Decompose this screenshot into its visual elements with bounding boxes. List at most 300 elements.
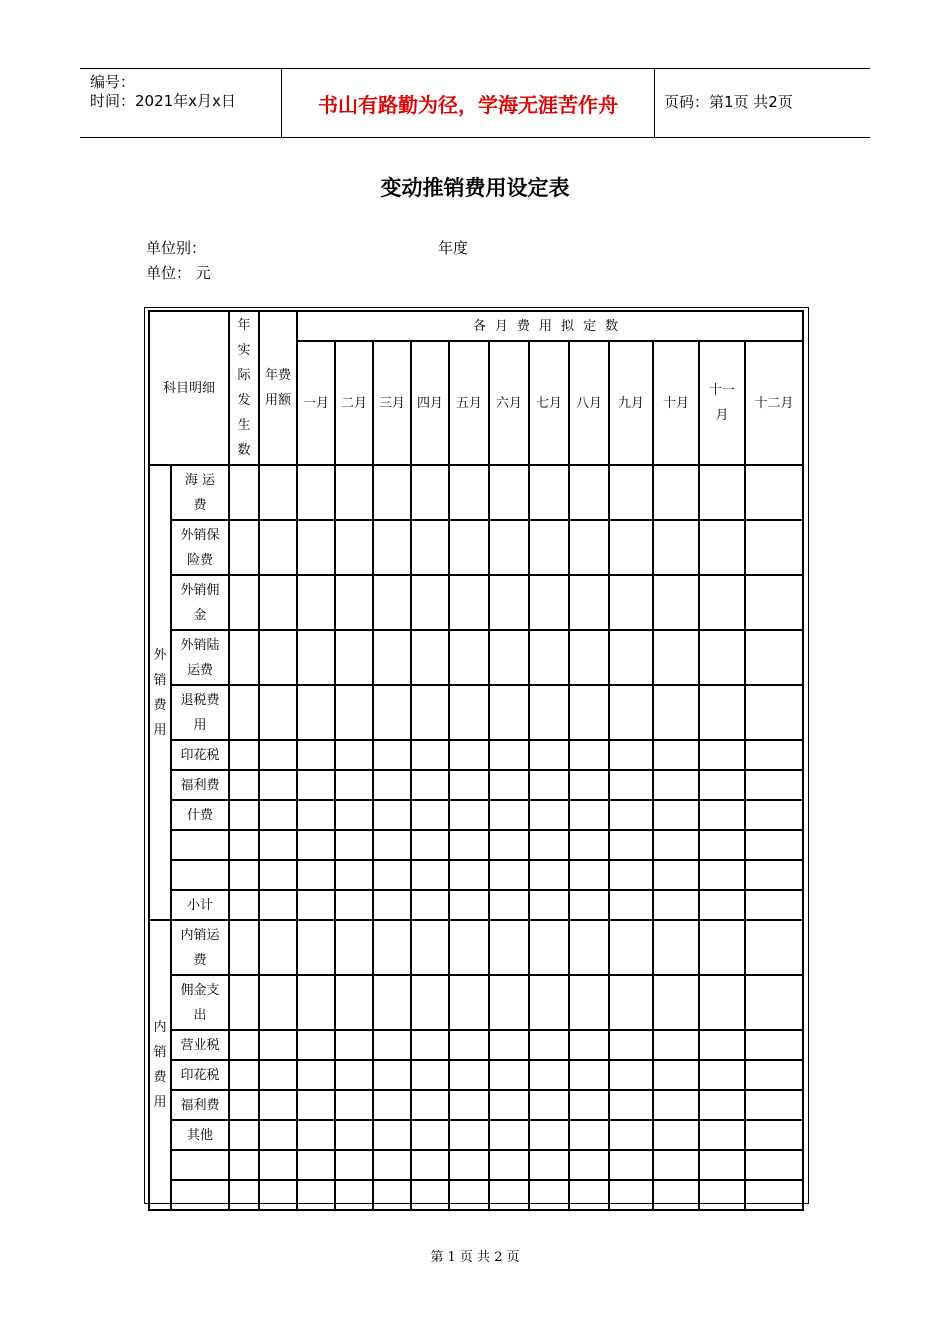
value-cell[interactable] xyxy=(653,770,699,800)
value-cell[interactable] xyxy=(411,860,449,890)
value-cell[interactable] xyxy=(373,920,411,975)
value-cell[interactable] xyxy=(699,975,745,1030)
value-cell[interactable] xyxy=(489,1060,529,1090)
value-cell[interactable] xyxy=(609,920,653,975)
table-row xyxy=(149,860,803,890)
value-cell[interactable] xyxy=(653,465,699,520)
budget-header-text: 年费 xyxy=(264,368,291,383)
value-cell[interactable] xyxy=(529,1060,569,1090)
value-cell[interactable] xyxy=(569,770,609,800)
table-row xyxy=(149,920,803,975)
value-cell[interactable] xyxy=(699,575,745,630)
value-cell[interactable] xyxy=(297,800,335,830)
value-cell[interactable] xyxy=(609,975,653,1030)
value-cell[interactable] xyxy=(653,575,699,630)
value-cell[interactable] xyxy=(653,685,699,740)
value-cell[interactable] xyxy=(609,860,653,890)
value-cell[interactable] xyxy=(297,685,335,740)
value-cell[interactable] xyxy=(745,1150,803,1180)
value-cell[interactable] xyxy=(297,575,335,630)
value-cell[interactable] xyxy=(745,685,803,740)
value-cell[interactable] xyxy=(335,830,373,860)
value-cell[interactable] xyxy=(489,685,529,740)
value-cell[interactable] xyxy=(297,1030,335,1060)
value-cell[interactable] xyxy=(653,975,699,1030)
month-header: 一月 xyxy=(297,341,335,465)
value-cell[interactable] xyxy=(529,630,569,685)
currency-unit-label: 单位： 元 xyxy=(146,264,211,282)
value-cell[interactable] xyxy=(229,975,259,1030)
value-cell[interactable] xyxy=(297,830,335,860)
item-label-text: 外销陆 xyxy=(180,637,220,653)
value-cell[interactable] xyxy=(411,1030,449,1060)
value-cell[interactable] xyxy=(373,575,411,630)
value-cell[interactable] xyxy=(699,770,745,800)
value-cell[interactable] xyxy=(529,830,569,860)
value-cell[interactable] xyxy=(745,520,803,575)
value-cell[interactable] xyxy=(229,465,259,520)
value-cell[interactable] xyxy=(489,630,529,685)
value-cell[interactable] xyxy=(449,1180,489,1210)
value-cell[interactable] xyxy=(259,1030,297,1060)
table-row xyxy=(149,1030,803,1060)
value-cell[interactable] xyxy=(297,890,335,920)
value-cell[interactable] xyxy=(335,520,373,575)
value-cell[interactable] xyxy=(569,520,609,575)
value-cell[interactable] xyxy=(699,1120,745,1150)
group-label-text: 费 xyxy=(153,1070,167,1085)
value-cell[interactable] xyxy=(229,630,259,685)
value-cell[interactable] xyxy=(745,890,803,920)
value-cell[interactable] xyxy=(569,740,609,770)
value-cell[interactable] xyxy=(411,1060,449,1090)
value-cell[interactable] xyxy=(745,1180,803,1210)
value-cell[interactable] xyxy=(229,1180,259,1210)
value-cell[interactable] xyxy=(229,1060,259,1090)
value-cell[interactable] xyxy=(297,1120,335,1150)
value-cell[interactable] xyxy=(229,830,259,860)
value-cell[interactable] xyxy=(609,1030,653,1060)
value-cell[interactable] xyxy=(259,1060,297,1090)
value-cell[interactable] xyxy=(229,1030,259,1060)
value-cell[interactable] xyxy=(411,520,449,575)
value-cell[interactable] xyxy=(529,520,569,575)
table-row xyxy=(149,465,803,520)
value-cell[interactable] xyxy=(411,890,449,920)
table-row xyxy=(149,830,803,860)
value-cell[interactable] xyxy=(449,575,489,630)
value-cell[interactable] xyxy=(489,800,529,830)
value-cell[interactable] xyxy=(411,630,449,685)
value-cell[interactable] xyxy=(529,1180,569,1210)
value-cell[interactable] xyxy=(449,465,489,520)
item-label-text: 福利费 xyxy=(180,1097,220,1113)
value-cell[interactable] xyxy=(411,1120,449,1150)
value-cell[interactable] xyxy=(699,1180,745,1210)
value-cell[interactable] xyxy=(449,1060,489,1090)
value-cell[interactable] xyxy=(609,890,653,920)
value-cell[interactable] xyxy=(411,800,449,830)
value-cell[interactable] xyxy=(529,740,569,770)
value-cell[interactable] xyxy=(745,575,803,630)
value-cell[interactable] xyxy=(335,630,373,685)
value-cell[interactable] xyxy=(335,685,373,740)
value-cell[interactable] xyxy=(411,1180,449,1210)
value-cell[interactable] xyxy=(297,920,335,975)
month-header: 十月 xyxy=(653,341,699,465)
value-cell[interactable] xyxy=(699,1030,745,1060)
value-cell[interactable] xyxy=(411,830,449,860)
value-cell[interactable] xyxy=(373,1060,411,1090)
value-cell[interactable] xyxy=(373,975,411,1030)
value-cell[interactable] xyxy=(699,1060,745,1090)
value-cell[interactable] xyxy=(653,1090,699,1120)
value-cell[interactable] xyxy=(297,740,335,770)
value-cell[interactable] xyxy=(297,1060,335,1090)
value-cell[interactable] xyxy=(449,1030,489,1060)
value-cell[interactable] xyxy=(373,800,411,830)
value-cell[interactable] xyxy=(609,575,653,630)
value-cell[interactable] xyxy=(297,1180,335,1210)
value-cell[interactable] xyxy=(411,1090,449,1120)
value-cell[interactable] xyxy=(745,740,803,770)
value-cell[interactable] xyxy=(259,740,297,770)
item-label-text: 金 xyxy=(193,607,207,623)
value-cell[interactable] xyxy=(373,1180,411,1210)
value-cell[interactable] xyxy=(335,1030,373,1060)
value-cell[interactable] xyxy=(653,1120,699,1150)
value-cell[interactable] xyxy=(373,1030,411,1060)
month-header: 三月 xyxy=(373,341,411,465)
value-cell[interactable] xyxy=(373,685,411,740)
value-cell[interactable] xyxy=(373,630,411,685)
value-cell[interactable] xyxy=(335,740,373,770)
value-cell[interactable] xyxy=(529,860,569,890)
value-cell[interactable] xyxy=(373,830,411,860)
value-cell[interactable] xyxy=(259,685,297,740)
value-cell[interactable] xyxy=(699,890,745,920)
value-cell[interactable] xyxy=(699,630,745,685)
value-cell[interactable] xyxy=(699,740,745,770)
value-cell[interactable] xyxy=(229,1150,259,1180)
value-cell[interactable] xyxy=(489,1120,529,1150)
value-cell[interactable] xyxy=(259,630,297,685)
value-cell[interactable] xyxy=(335,890,373,920)
value-cell[interactable] xyxy=(449,1090,489,1120)
item-label-text: 佣金支 xyxy=(180,982,220,998)
value-cell[interactable] xyxy=(569,1060,609,1090)
value-cell[interactable] xyxy=(569,575,609,630)
value-cell[interactable] xyxy=(259,975,297,1030)
value-cell[interactable] xyxy=(489,465,529,520)
value-cell[interactable] xyxy=(449,830,489,860)
value-cell[interactable] xyxy=(569,890,609,920)
value-cell[interactable] xyxy=(335,1090,373,1120)
value-cell[interactable] xyxy=(569,860,609,890)
table-row xyxy=(149,890,803,920)
value-cell[interactable] xyxy=(529,1150,569,1180)
value-cell[interactable] xyxy=(449,800,489,830)
value-cell[interactable] xyxy=(745,1060,803,1090)
value-cell[interactable] xyxy=(609,1060,653,1090)
value-cell[interactable] xyxy=(653,520,699,575)
value-cell[interactable] xyxy=(699,920,745,975)
value-cell[interactable] xyxy=(609,1120,653,1150)
value-cell[interactable] xyxy=(335,1150,373,1180)
value-cell[interactable] xyxy=(489,575,529,630)
value-cell[interactable] xyxy=(489,1030,529,1060)
value-cell[interactable] xyxy=(229,1090,259,1120)
value-cell[interactable] xyxy=(699,800,745,830)
value-cell[interactable] xyxy=(529,800,569,830)
value-cell[interactable] xyxy=(373,1120,411,1150)
value-cell[interactable] xyxy=(609,770,653,800)
value-cell[interactable] xyxy=(529,890,569,920)
value-cell[interactable] xyxy=(699,860,745,890)
value-cell[interactable] xyxy=(449,685,489,740)
value-cell[interactable] xyxy=(489,520,529,575)
value-cell[interactable] xyxy=(335,800,373,830)
value-cell[interactable] xyxy=(569,465,609,520)
value-cell[interactable] xyxy=(489,860,529,890)
value-cell[interactable] xyxy=(699,520,745,575)
value-cell[interactable] xyxy=(699,1090,745,1120)
value-cell[interactable] xyxy=(449,975,489,1030)
year-label: 年度 xyxy=(438,239,469,257)
value-cell[interactable] xyxy=(335,465,373,520)
value-cell[interactable] xyxy=(529,1090,569,1120)
actual-header-text: 生 xyxy=(237,418,251,433)
value-cell[interactable] xyxy=(335,975,373,1030)
value-cell[interactable] xyxy=(569,1030,609,1060)
item-label xyxy=(171,1120,229,1150)
value-cell[interactable] xyxy=(259,520,297,575)
value-cell[interactable] xyxy=(373,860,411,890)
value-cell[interactable] xyxy=(745,1120,803,1150)
value-cell[interactable] xyxy=(411,740,449,770)
value-cell[interactable] xyxy=(229,575,259,630)
value-cell[interactable] xyxy=(229,890,259,920)
value-cell[interactable] xyxy=(489,740,529,770)
value-cell[interactable] xyxy=(653,1060,699,1090)
value-cell[interactable] xyxy=(745,975,803,1030)
value-cell[interactable] xyxy=(335,920,373,975)
value-cell[interactable] xyxy=(297,630,335,685)
value-cell[interactable] xyxy=(259,800,297,830)
value-cell[interactable] xyxy=(489,1090,529,1120)
group-label-text: 内 xyxy=(153,1020,167,1035)
value-cell[interactable] xyxy=(609,740,653,770)
value-cell[interactable] xyxy=(489,1180,529,1210)
value-cell[interactable] xyxy=(609,685,653,740)
value-cell[interactable] xyxy=(569,1180,609,1210)
value-cell[interactable] xyxy=(259,770,297,800)
value-cell[interactable] xyxy=(529,1030,569,1060)
value-cell[interactable] xyxy=(297,1150,335,1180)
item-label-text: 小计 xyxy=(186,897,213,913)
value-cell[interactable] xyxy=(259,1150,297,1180)
value-cell[interactable] xyxy=(745,465,803,520)
value-cell[interactable] xyxy=(745,1090,803,1120)
value-cell[interactable] xyxy=(229,520,259,575)
value-cell[interactable] xyxy=(529,685,569,740)
month-header: 九月 xyxy=(609,341,653,465)
value-cell[interactable] xyxy=(259,1180,297,1210)
value-cell[interactable] xyxy=(411,920,449,975)
value-cell[interactable] xyxy=(529,975,569,1030)
value-cell[interactable] xyxy=(489,890,529,920)
value-cell[interactable] xyxy=(259,890,297,920)
value-cell[interactable] xyxy=(609,520,653,575)
value-cell[interactable] xyxy=(449,1120,489,1150)
value-cell[interactable] xyxy=(529,770,569,800)
value-cell[interactable] xyxy=(699,465,745,520)
value-cell[interactable] xyxy=(745,860,803,890)
value-cell[interactable] xyxy=(335,1180,373,1210)
value-cell[interactable] xyxy=(449,770,489,800)
value-cell[interactable] xyxy=(259,920,297,975)
value-cell[interactable] xyxy=(569,1150,609,1180)
value-cell[interactable] xyxy=(297,975,335,1030)
value-cell[interactable] xyxy=(489,830,529,860)
item-label-text: 出 xyxy=(193,1007,207,1023)
value-cell[interactable] xyxy=(529,465,569,520)
value-cell[interactable] xyxy=(411,770,449,800)
value-cell[interactable] xyxy=(411,975,449,1030)
value-cell[interactable] xyxy=(699,1150,745,1180)
value-cell[interactable] xyxy=(609,1180,653,1210)
value-cell[interactable] xyxy=(373,770,411,800)
value-cell[interactable] xyxy=(335,770,373,800)
value-cell[interactable] xyxy=(699,685,745,740)
value-cell[interactable] xyxy=(297,520,335,575)
value-cell[interactable] xyxy=(745,800,803,830)
group-label-text: 用 xyxy=(153,722,167,738)
value-cell[interactable] xyxy=(229,1120,259,1150)
value-cell[interactable] xyxy=(411,465,449,520)
item-label-text: 外销保 xyxy=(180,527,220,543)
value-cell[interactable] xyxy=(297,770,335,800)
value-cell[interactable] xyxy=(569,800,609,830)
value-cell[interactable] xyxy=(411,685,449,740)
value-cell[interactable] xyxy=(373,1150,411,1180)
value-cell[interactable] xyxy=(335,1120,373,1150)
value-cell[interactable] xyxy=(373,520,411,575)
value-cell[interactable] xyxy=(653,920,699,975)
value-cell[interactable] xyxy=(745,770,803,800)
value-cell[interactable] xyxy=(653,890,699,920)
value-cell[interactable] xyxy=(653,630,699,685)
value-cell[interactable] xyxy=(609,830,653,860)
expense-table xyxy=(148,310,804,1211)
value-cell[interactable] xyxy=(449,890,489,920)
value-cell[interactable] xyxy=(569,630,609,685)
item-label xyxy=(171,465,229,520)
value-cell[interactable] xyxy=(653,860,699,890)
value-cell[interactable] xyxy=(609,630,653,685)
value-cell[interactable] xyxy=(259,830,297,860)
value-cell[interactable] xyxy=(411,1150,449,1180)
value-cell[interactable] xyxy=(653,740,699,770)
month-header xyxy=(699,341,745,465)
value-cell[interactable] xyxy=(229,740,259,770)
value-cell[interactable] xyxy=(373,890,411,920)
value-cell[interactable] xyxy=(449,920,489,975)
item-label xyxy=(171,1060,229,1090)
value-cell[interactable] xyxy=(297,1090,335,1120)
value-cell[interactable] xyxy=(569,1090,609,1120)
value-cell[interactable] xyxy=(229,685,259,740)
value-cell[interactable] xyxy=(259,575,297,630)
month-header: 十二月 xyxy=(745,341,803,465)
value-cell[interactable] xyxy=(449,630,489,685)
value-cell[interactable] xyxy=(373,1090,411,1120)
value-cell[interactable] xyxy=(489,770,529,800)
value-cell[interactable] xyxy=(229,920,259,975)
value-cell[interactable] xyxy=(653,800,699,830)
value-cell[interactable] xyxy=(653,1150,699,1180)
value-cell[interactable] xyxy=(489,1150,529,1180)
value-cell[interactable] xyxy=(569,685,609,740)
value-cell[interactable] xyxy=(489,920,529,975)
value-cell[interactable] xyxy=(259,1090,297,1120)
value-cell[interactable] xyxy=(529,1120,569,1150)
value-cell[interactable] xyxy=(449,860,489,890)
value-cell[interactable] xyxy=(411,575,449,630)
value-cell[interactable] xyxy=(449,520,489,575)
value-cell[interactable] xyxy=(569,1120,609,1150)
value-cell[interactable] xyxy=(569,920,609,975)
value-cell[interactable] xyxy=(529,920,569,975)
value-cell[interactable] xyxy=(335,860,373,890)
value-cell[interactable] xyxy=(745,920,803,975)
value-cell[interactable] xyxy=(335,1060,373,1090)
value-cell[interactable] xyxy=(259,465,297,520)
value-cell[interactable] xyxy=(489,975,529,1030)
value-cell[interactable] xyxy=(259,1120,297,1150)
page-footer: 第 1 页 共 2 页 xyxy=(430,1250,520,1265)
value-cell[interactable] xyxy=(699,830,745,860)
value-cell[interactable] xyxy=(609,1090,653,1120)
value-cell[interactable] xyxy=(569,975,609,1030)
header-motto: 书山有路勤为径，学海无涯苦作舟 xyxy=(318,92,618,117)
value-cell[interactable] xyxy=(653,1030,699,1060)
table-row xyxy=(149,1090,803,1120)
value-cell[interactable] xyxy=(297,465,335,520)
value-cell[interactable] xyxy=(609,800,653,830)
value-cell[interactable] xyxy=(335,575,373,630)
value-cell[interactable] xyxy=(373,465,411,520)
value-cell[interactable] xyxy=(297,860,335,890)
value-cell[interactable] xyxy=(745,630,803,685)
value-cell[interactable] xyxy=(229,800,259,830)
value-cell[interactable] xyxy=(653,1180,699,1210)
value-cell[interactable] xyxy=(609,465,653,520)
value-cell[interactable] xyxy=(745,830,803,860)
value-cell[interactable] xyxy=(569,830,609,860)
value-cell[interactable] xyxy=(609,1150,653,1180)
value-cell[interactable] xyxy=(745,1030,803,1060)
value-cell[interactable] xyxy=(529,575,569,630)
value-cell[interactable] xyxy=(373,740,411,770)
value-cell[interactable] xyxy=(449,1150,489,1180)
budget-header-text: 用额 xyxy=(264,393,291,408)
value-cell[interactable] xyxy=(229,770,259,800)
value-cell[interactable] xyxy=(653,830,699,860)
value-cell[interactable] xyxy=(449,740,489,770)
value-cell[interactable] xyxy=(229,860,259,890)
value-cell[interactable] xyxy=(259,860,297,890)
